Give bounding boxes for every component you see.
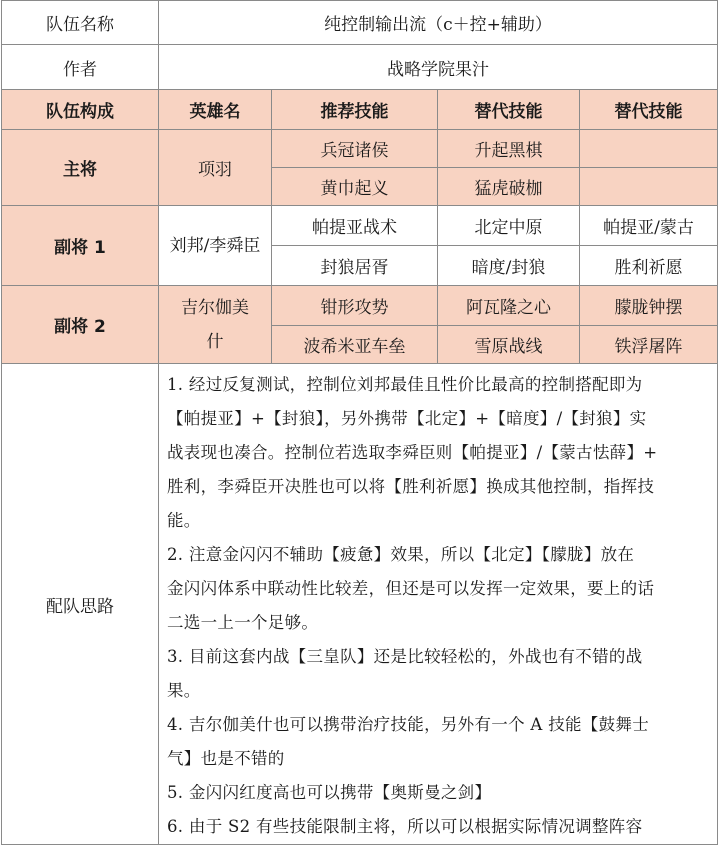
hero-cell xyxy=(159,286,272,364)
hero-cell: 项羽 xyxy=(159,130,272,206)
note-line: 1. 经过反复测试，控制位刘邦最佳且性价比最高的控制搭配即为 xyxy=(167,375,643,394)
note-line: 4. 吉尔伽美什也可以携带治疗技能，另外有一个 A 技能【鼓舞士 xyxy=(167,715,649,734)
role-cell: 主将 xyxy=(2,130,159,206)
team-name-label: 队伍名称 xyxy=(2,1,159,45)
recommended-skill-cell: 帕提亚战术 xyxy=(272,206,438,246)
note-line: 能。 xyxy=(167,511,201,530)
alt-skill-cell: 雪原战线 xyxy=(438,326,580,364)
header-composition: 队伍构成 xyxy=(2,90,159,130)
team-name-row xyxy=(2,1,718,45)
lineup-table xyxy=(1,0,718,845)
alt-skill-cell: 阿瓦隆之心 xyxy=(438,286,580,326)
note-line: 5. 金闪闪红度高也可以携带【奥斯曼之剑】 xyxy=(167,783,492,802)
recommended-skill-cell: 黄巾起义 xyxy=(272,168,438,206)
header-hero: 英雄名 xyxy=(159,90,272,130)
alt-skill-cell: 暗度/封狼 xyxy=(438,246,580,286)
alt-skill-cell: 铁浮屠阵 xyxy=(580,326,718,364)
recommended-skill-cell: 钳形攻势 xyxy=(272,286,438,326)
alt-skill-cell: 北定中原 xyxy=(438,206,580,246)
role-cell: 副将 1 xyxy=(2,206,159,286)
author-value: 战略学院果汁 xyxy=(159,45,718,90)
header-alt-skill-2: 替代技能 xyxy=(580,90,718,130)
notes-row xyxy=(2,364,718,845)
alt-skill-cell: 猛虎破枷 xyxy=(438,168,580,206)
table-row xyxy=(2,206,718,246)
author-label: 作者 xyxy=(2,45,159,90)
recommended-skill-cell: 波希米亚车垒 xyxy=(272,326,438,364)
note-line: 金闪闪体系中联动性比较差，但还是可以发挥一定效果，要上的话 xyxy=(167,579,655,598)
note-line: 胜利，李舜臣开决胜也可以将【胜利祈愿】换成其他控制，指挥技 xyxy=(167,477,655,496)
note-line: 【帕提亚】+【封狼】，另外携带【北定】+【暗度】/【封狼】实 xyxy=(167,409,647,428)
alt-skill-cell: 朦胧钟摆 xyxy=(580,286,718,326)
note-line: 6. 由于 S2 有些技能限制主将，所以可以根据实际情况调整阵容 xyxy=(167,817,643,836)
alt-skill-cell xyxy=(580,130,718,168)
alt-skill-cell: 帕提亚/蒙古 xyxy=(580,206,718,246)
alt-skill-cell: 升起黑棋 xyxy=(438,130,580,168)
note-line: 二选一上一个足够。 xyxy=(167,613,319,632)
notes-content xyxy=(159,364,718,845)
alt-skill-cell: 胜利祈愿 xyxy=(580,246,718,286)
table-row xyxy=(2,286,718,326)
note-line: 战表现也凑合。控制位若选取李舜臣则【帕提亚】/【蒙古怯薛】+ xyxy=(167,443,658,462)
notes-label: 配队思路 xyxy=(2,364,159,845)
header-row xyxy=(2,90,718,130)
table-row xyxy=(2,130,718,168)
note-line: 气】也是不错的 xyxy=(167,749,285,768)
header-alt-skill-1: 替代技能 xyxy=(438,90,580,130)
recommended-skill-cell: 封狼居胥 xyxy=(272,246,438,286)
header-recommended-skill: 推荐技能 xyxy=(272,90,438,130)
note-line: 果。 xyxy=(167,681,201,700)
author-row xyxy=(2,45,718,90)
role-cell: 副将 2 xyxy=(2,286,159,364)
alt-skill-cell xyxy=(580,168,718,206)
hero-name: 刘邦/李舜臣 xyxy=(169,235,261,256)
team-name-value: 纯控制输出流（c＋控+辅助） xyxy=(159,1,718,45)
hero-cell xyxy=(159,206,272,286)
note-line: 3. 目前这套内战【三皇队】还是比较轻松的，外战也有不错的战 xyxy=(167,647,643,666)
note-line: 2. 注意金闪闪不辅助【疲惫】效果，所以【北定】【朦胧】放在 xyxy=(167,545,635,564)
recommended-skill-cell: 兵冠诸侯 xyxy=(272,130,438,168)
hero-name: 吉尔伽美什 xyxy=(181,297,249,352)
